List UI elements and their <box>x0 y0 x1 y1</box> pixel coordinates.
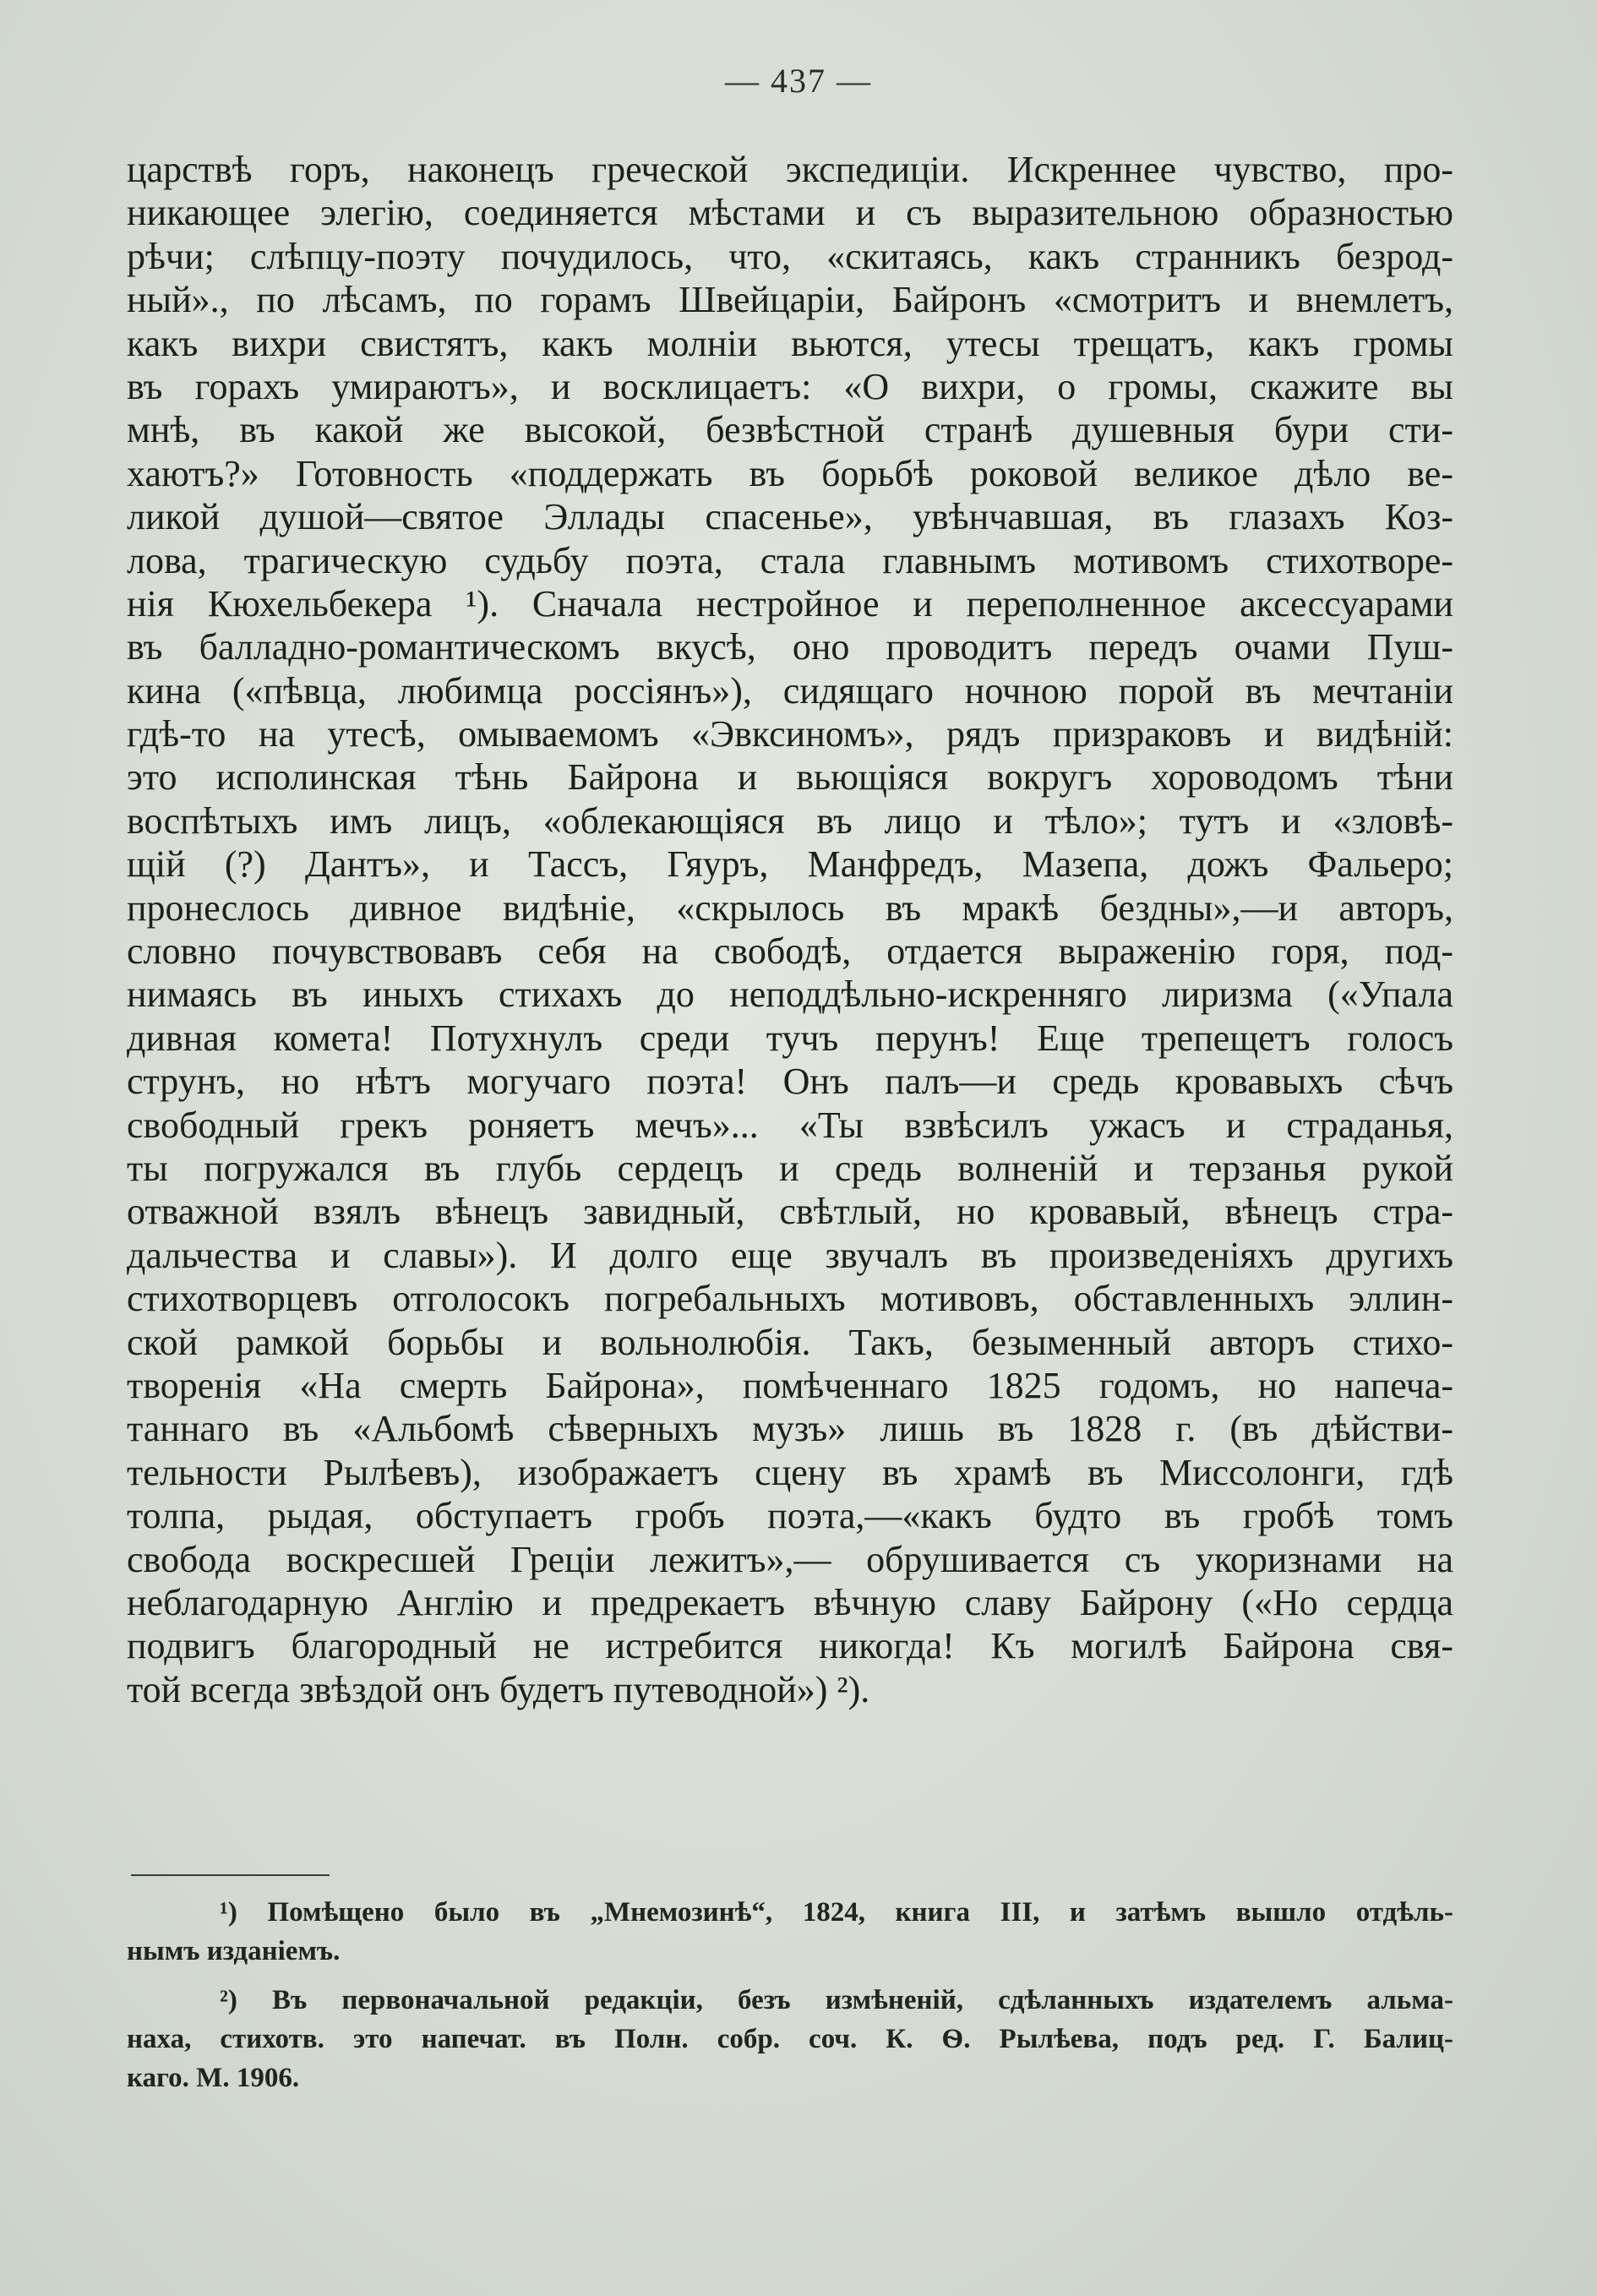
text-line: струнъ, но нѣтъ могучаго поэта! Онъ палъ—и средь кровавыхъ сѣчъ <box>127 1061 1453 1103</box>
text-line: отважной взялъ вѣнецъ завидный, свѣтлый, но кровавый, вѣнецъ стра- <box>127 1191 1453 1233</box>
text-line: ты погружался въ глубь сердецъ и средь волненій и терзанья рукой <box>127 1147 1453 1189</box>
text-line: никающее элегію, соединяется мѣстами и съ выразительною образностью <box>127 192 1453 234</box>
text-line: царствѣ горъ, наконецъ греческой экспедиціи. Искреннее чувство, про- <box>127 149 1453 190</box>
text-line: какъ вихри свистятъ, какъ молніи вьются, утесы трещатъ, какъ громы <box>127 322 1453 364</box>
text-line: стихотворцевъ отголосокъ погребальныхъ мотивовъ, обставленныхъ эллин- <box>127 1278 1453 1320</box>
text-line: ный»., по лѣсамъ, по горамъ Швейцаріи, Байронъ «смотритъ и внемлетъ, <box>127 279 1453 321</box>
text-line: это исполинская тѣнь Байрона и вьющіяся вокругъ хороводомъ тѣни <box>127 756 1453 799</box>
page-number: — 437 — <box>725 62 872 100</box>
text-line: кина («пѣвца, любимца россіянъ»), сидящаго ночною порой въ мечтаніи <box>127 669 1453 712</box>
text-line: щій (?) Дантъ», и Тассъ, Гяуръ, Манфредъ, Мазепа, дожъ Фальеро; <box>127 843 1453 886</box>
text-line: въ балладно-романтическомъ вкусѣ, оно проводитъ передъ очами Пуш- <box>127 626 1453 668</box>
text-line: хаютъ?» Готовность «поддержать въ борьбѣ роковой великое дѣло ве- <box>127 452 1453 494</box>
footnote-2-line: наха, стихотв. это напечат. въ Полн. собр. соч. К. Ѳ. Рылѣева, подъ ред. Г. Балиц- <box>127 2024 1453 2054</box>
text-line: воспѣтыхъ имъ лицъ, «облекающіяся въ лицо и тѣло»; тутъ и «зловѣ- <box>127 799 1453 842</box>
footnote-1-line: нымъ изданіемъ. <box>127 1936 341 1966</box>
text-line: рѣчи; слѣпцу-поэту почудилось, что, «скитаясь, какъ странникъ безрод- <box>127 235 1453 277</box>
text-line: таннаго въ «Альбомѣ сѣверныхъ музъ» лишь въ 1828 г. (въ дѣйстви- <box>127 1408 1453 1450</box>
text-line: въ горахъ умираютъ», и восклицаетъ: «О вихри, о громы, скажите вы <box>127 365 1453 407</box>
text-line: творенія «На смерть Байрона», помѣченнаго 1825 годомъ, но напеча- <box>127 1364 1453 1406</box>
text-line: лова, трагическую судьбу поэта, стала главнымъ мотивомъ стихотворе- <box>127 539 1453 581</box>
text-line: пронеслось дивное видѣніе, «скрылось въ мракѣ бездны»,—и авторъ, <box>127 886 1453 929</box>
text-line: дивная комета! Потухнулъ среди тучъ перунъ! Еще трепещетъ голосъ <box>127 1017 1453 1059</box>
text-line: свободный грекъ роняетъ мечъ»... «Ты взвѣсилъ ужасъ и страданья, <box>127 1104 1453 1146</box>
text-line: подвигъ благородный не истребится никогда! Къ могилѣ Байрона свя- <box>127 1625 1453 1667</box>
text-line: свобода воскресшей Греціи лежитъ»,— обрушивается съ укоризнами на <box>127 1538 1453 1580</box>
text-line: ликой душой—святое Эллады спасенье», увѣнчавшая, въ глазахъ Коз- <box>127 496 1453 538</box>
footnote-divider <box>131 1874 330 1876</box>
footnote-1-line: ¹) Помѣщено было въ „Мнемозинѣ“, 1824, книга III, и затѣмъ вышло отдѣль- <box>220 1897 1453 1928</box>
text-line: толпа, рыдая, обступаетъ гробъ поэта,—«какъ будто въ гробѣ томъ <box>127 1495 1453 1537</box>
text-line: дальчества и славы»). И долго еще звучалъ въ произведеніяхъ другихъ <box>127 1234 1453 1276</box>
text-line: той всегда звѣздой онъ будетъ путеводной») ²). <box>127 1668 870 1710</box>
text-line: ской рамкой борьбы и вольнолюбія. Такъ, безыменный авторъ стихо- <box>127 1321 1453 1363</box>
text-line: нія Кюхельбекера ¹). Сначала нестройное и переполненное аксессуарами <box>127 582 1453 624</box>
text-line: тельности Рылѣевъ), изображаетъ сцену въ храмѣ въ Миссолонги, гдѣ <box>127 1451 1453 1493</box>
text-line: неблагодарную Англію и предрекаетъ вѣчную славу Байрону («Но сердца <box>127 1581 1453 1623</box>
main-text <box>127 148 1453 1711</box>
footnote-2-line: ²) Въ первоначальной редакціи, безъ измѣненій, сдѣланныхъ издателемъ альма- <box>220 1985 1453 2015</box>
text-line: мнѣ, въ какой же высокой, безвѣстной странѣ душевныя бури сти- <box>127 409 1453 451</box>
text-line: нимаясь въ иныхъ стихахъ до неподдѣльно-искренняго лиризма («Упала <box>127 973 1453 1016</box>
text-line: гдѣ-то на утесѣ, омываемомъ «Эвксиномъ», рядъ призраковъ и видѣній: <box>127 713 1453 755</box>
footnotes <box>127 1893 1453 2097</box>
text-line: словно почувствовавъ себя на свободѣ, отдается выраженію горя, под- <box>127 930 1453 973</box>
footnote-2-line: каго. М. 1906. <box>127 2063 300 2093</box>
footnote-gap <box>127 1971 1453 1981</box>
